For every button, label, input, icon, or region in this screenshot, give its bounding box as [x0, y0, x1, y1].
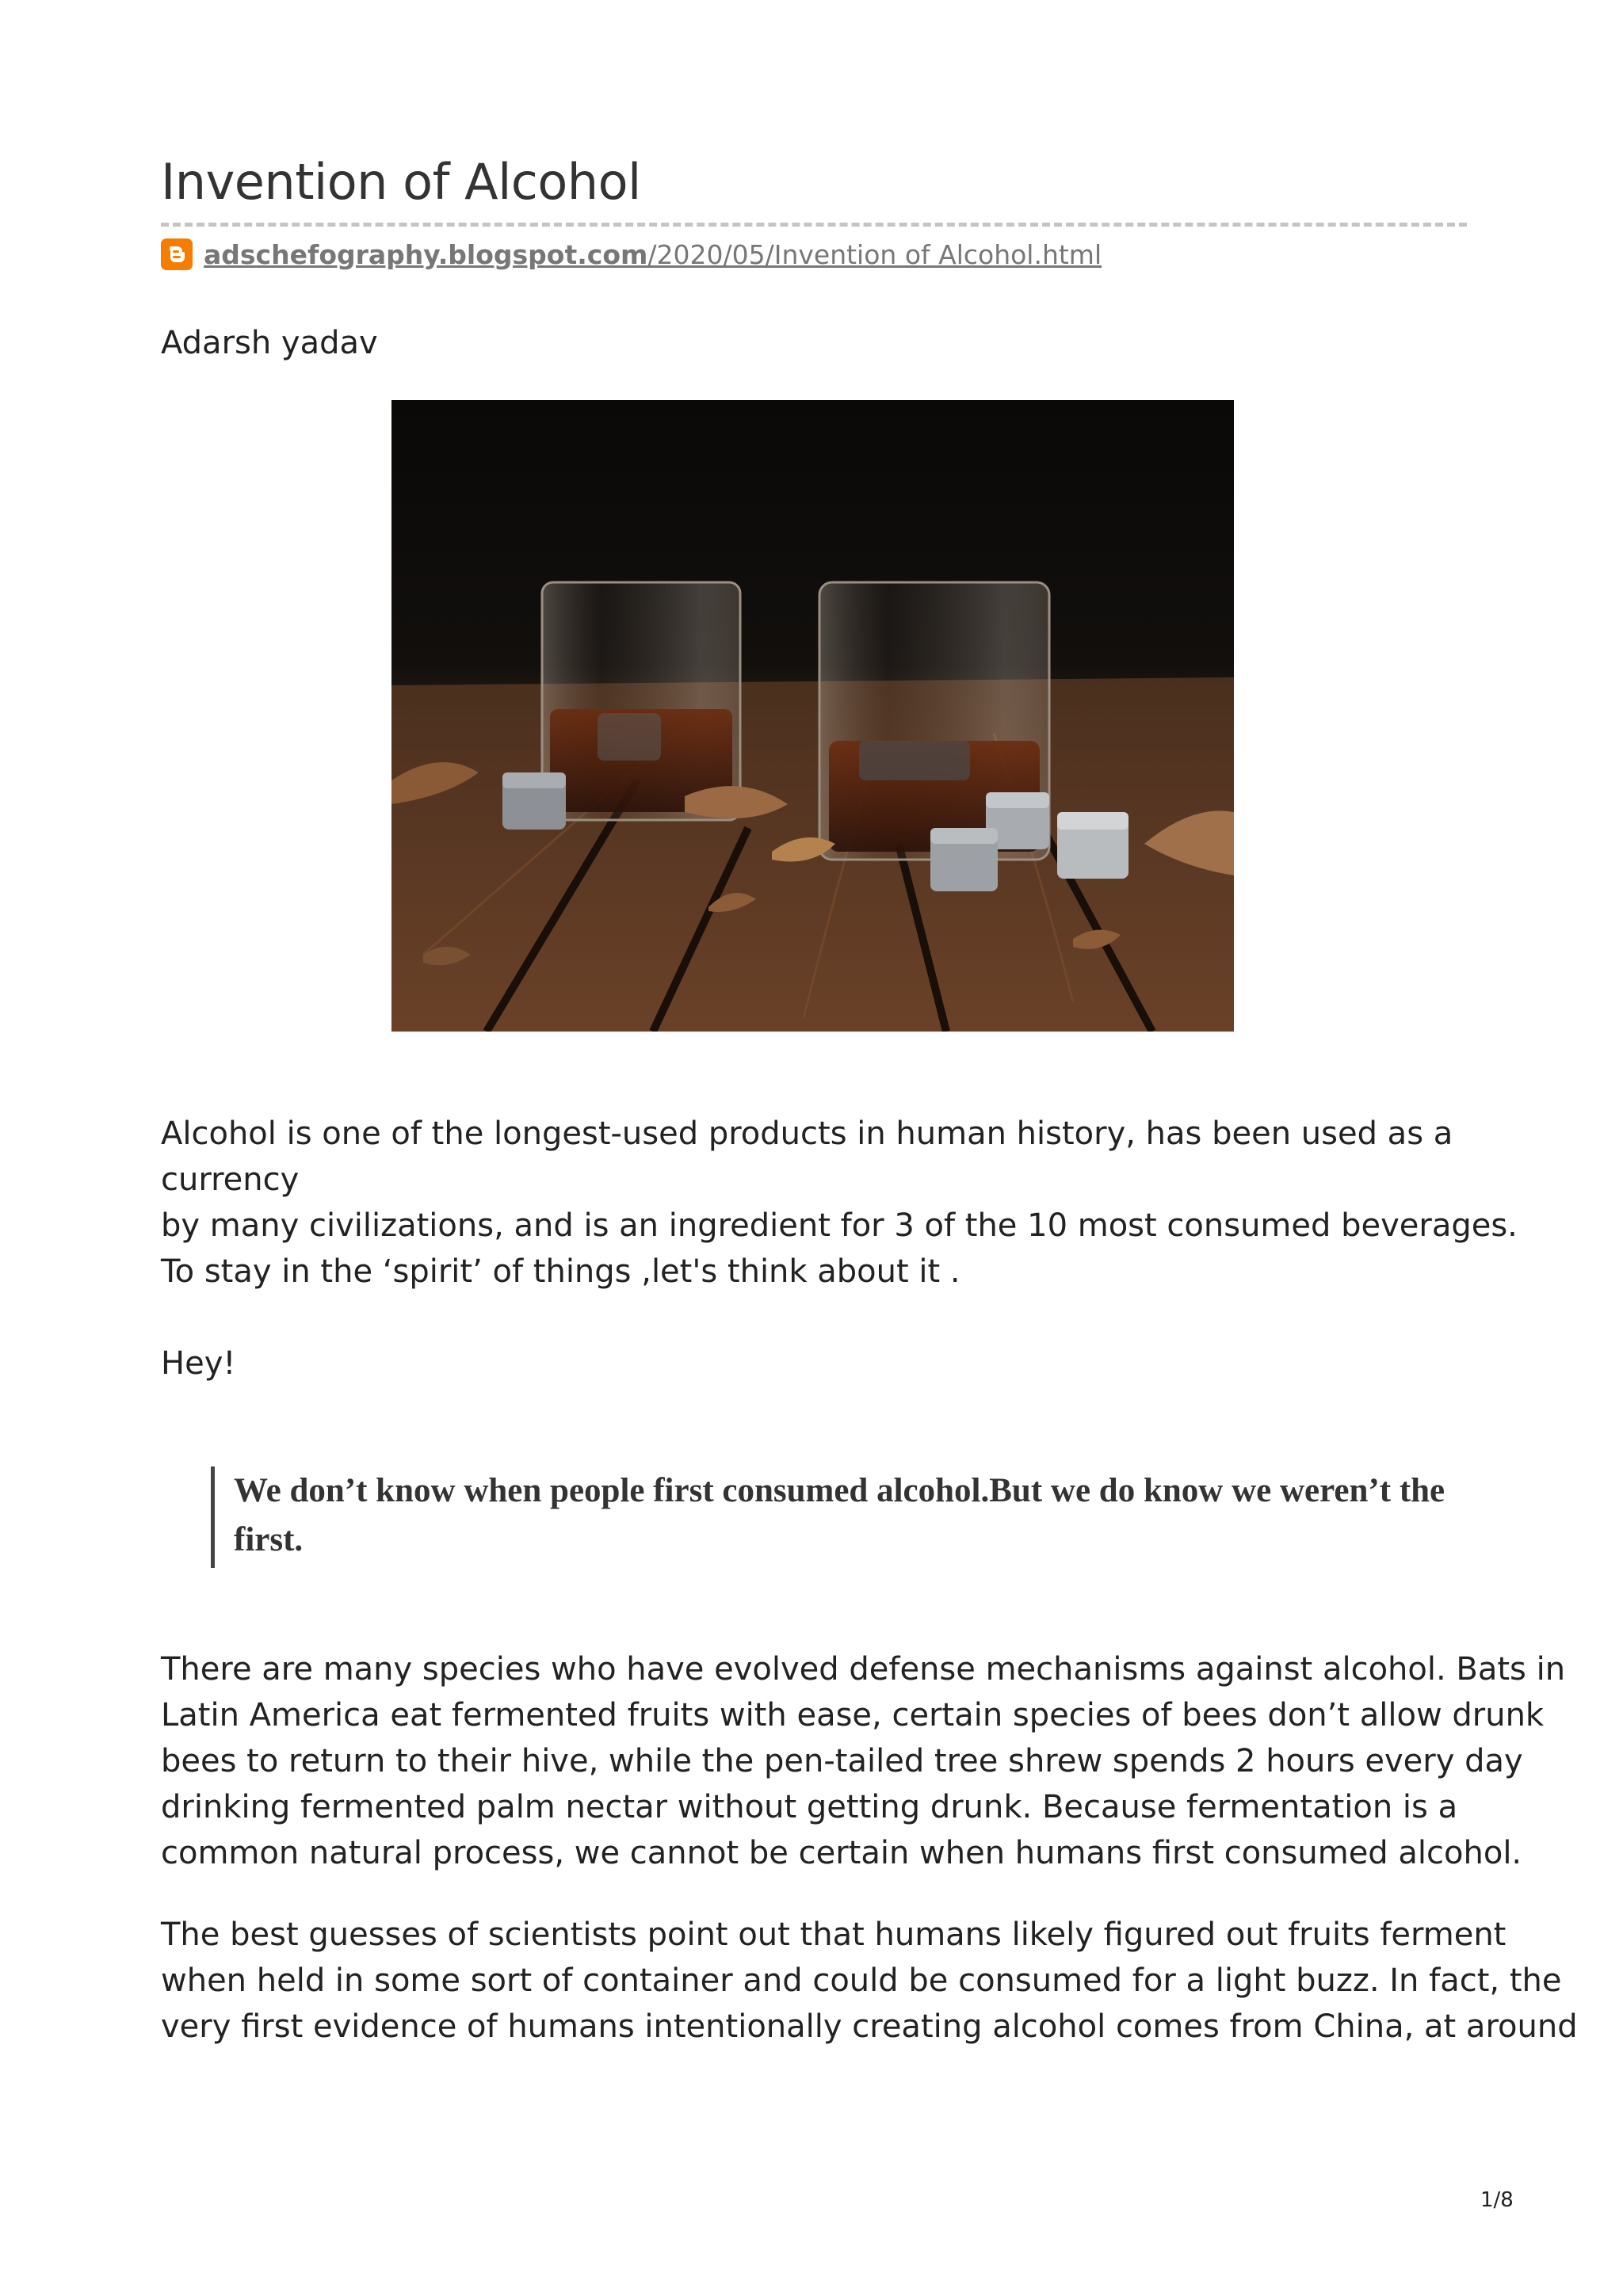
species-paragraph	[161, 1646, 1565, 1876]
author-name: Adarsh yadav	[161, 325, 378, 361]
text-line: To stay in the ‘spirit’ of things ,let's think about it .	[161, 1253, 960, 1290]
text-line: drinking fermented palm nectar without getting drunk. Because fermentation is a	[161, 1789, 1458, 1825]
text-line: common natural process, we cannot be certain when humans first consumed alcohol.	[161, 1835, 1522, 1871]
source-domain: adschefography.blogspot.com	[204, 238, 648, 270]
quote-line: We don’t know when people first consumed alcohol.But we do know we weren’t the	[234, 1472, 1445, 1509]
blockquote	[211, 1466, 1502, 1568]
source-url-link[interactable]	[204, 239, 1102, 270]
text-line: There are many species who have evolved defense mechanisms against alcohol. Bats in	[161, 1651, 1566, 1688]
intro-paragraph	[161, 1111, 1518, 1295]
page-title: Invention of Alcohol	[161, 153, 641, 211]
text-line: bees to return to their hive, while the pen-tailed tree shrew spends 2 hours every day	[161, 1743, 1523, 1779]
hero-image	[391, 400, 1234, 1032]
text-line: when held in some sort of container and could be consumed for a light buzz. In fact, the	[161, 1962, 1562, 1999]
exclamation-text	[161, 1341, 235, 1386]
source-path: /2020/05/Invention of Alcohol.html	[647, 238, 1102, 270]
text-line: very first evidence of humans intentionally creating alcohol comes from China, at around	[161, 2008, 1578, 2045]
text-line: The best guesses of scientists point out that humans likely figured out fruits ferment	[161, 1917, 1507, 1953]
text-line: Alcohol is one of the longest-used products in human history, has been used as a	[161, 1116, 1453, 1152]
text-line: currency	[161, 1161, 300, 1198]
text-line: by many civilizations, and is an ingredient for 3 of the 10 most consumed beverages.	[161, 1207, 1518, 1244]
text-line: Hey!	[161, 1345, 236, 1382]
title-divider	[161, 223, 1467, 227]
scientists-paragraph	[161, 1912, 1578, 2050]
blogger-icon	[161, 238, 193, 270]
quote-line: first.	[234, 1521, 304, 1558]
source-link-row	[161, 238, 1102, 271]
page-number: 1/8	[1480, 2188, 1514, 2212]
text-line: Latin America eat fermented fruits with ease, certain species of bees don’t allow drunk	[161, 1697, 1545, 1733]
